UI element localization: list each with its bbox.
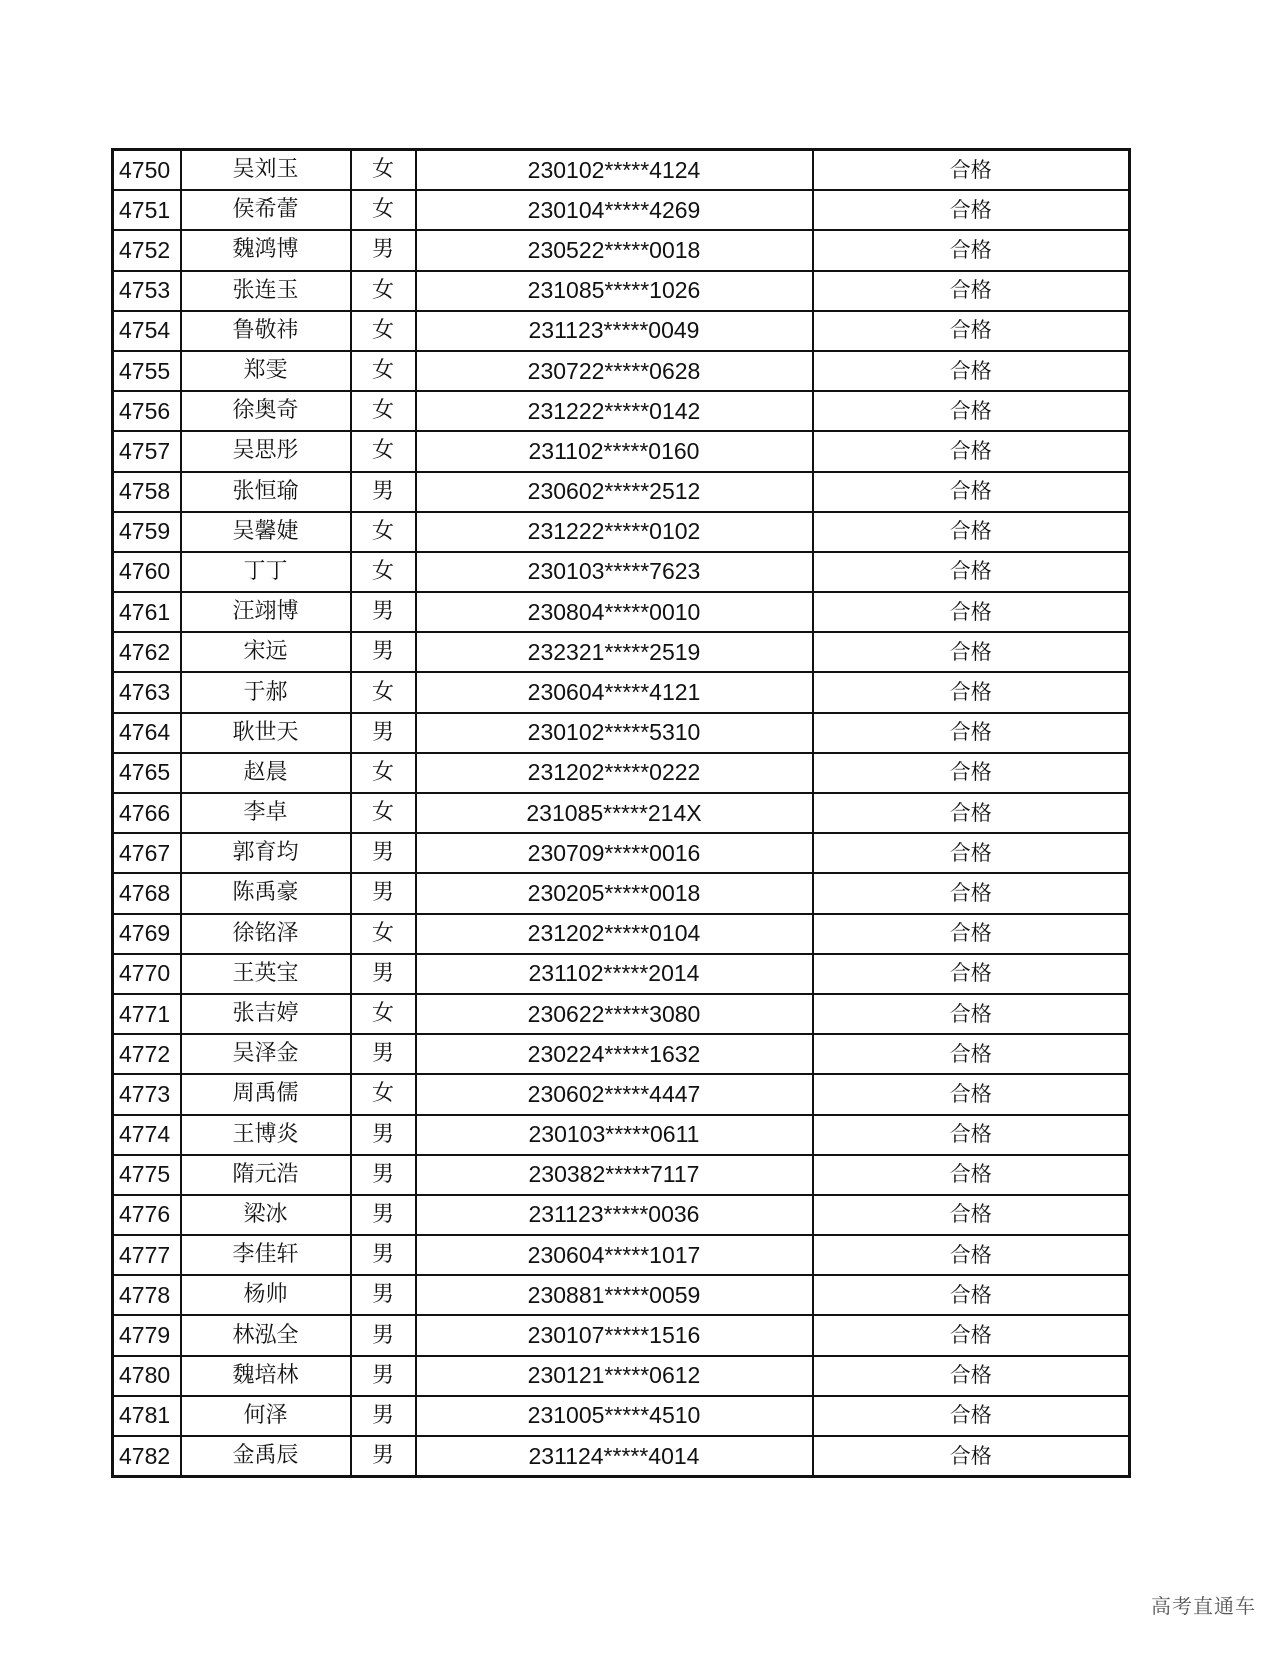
- name-cell: 张吉婷: [181, 994, 351, 1034]
- gender-cell: 女: [351, 271, 416, 311]
- name-cell: 隋元浩: [181, 1155, 351, 1195]
- name-cell: 赵晨: [181, 753, 351, 793]
- gender-cell: 女: [351, 351, 416, 391]
- gender-cell: 女: [351, 994, 416, 1034]
- name-cell: 丁丁: [181, 552, 351, 592]
- table-row: [113, 512, 1130, 552]
- gender-cell: 男: [351, 954, 416, 994]
- name-cell: 吴刘玉: [181, 150, 351, 191]
- result-cell: 合格: [813, 1074, 1130, 1114]
- serial-number-cell: 4752: [113, 230, 181, 270]
- id-number-cell: 230722*****0628: [416, 351, 813, 391]
- name-cell: 林泓全: [181, 1315, 351, 1355]
- table-row: [113, 994, 1130, 1034]
- table-row: [113, 150, 1130, 191]
- id-number-cell: 230103*****7623: [416, 552, 813, 592]
- serial-number-cell: 4770: [113, 954, 181, 994]
- gender-cell: 男: [351, 833, 416, 873]
- name-cell: 王博炎: [181, 1115, 351, 1155]
- result-cell: 合格: [813, 230, 1130, 270]
- id-number-cell: 230622*****3080: [416, 994, 813, 1034]
- name-cell: 吴馨婕: [181, 512, 351, 552]
- gender-cell: 女: [351, 311, 416, 351]
- serial-number-cell: 4764: [113, 713, 181, 753]
- id-number-cell: 230709*****0016: [416, 833, 813, 873]
- id-number-cell: 231202*****0222: [416, 753, 813, 793]
- result-cell: 合格: [813, 351, 1130, 391]
- gender-cell: 男: [351, 230, 416, 270]
- table-row: [113, 1155, 1130, 1195]
- name-cell: 郭育均: [181, 833, 351, 873]
- gender-cell: 女: [351, 914, 416, 954]
- id-number-cell: 230107*****1516: [416, 1315, 813, 1355]
- table-row: [113, 1315, 1130, 1355]
- result-cell: 合格: [813, 512, 1130, 552]
- table-row: [113, 311, 1130, 351]
- serial-number-cell: 4761: [113, 592, 181, 632]
- serial-number-cell: 4775: [113, 1155, 181, 1195]
- serial-number-cell: 4777: [113, 1235, 181, 1275]
- name-cell: 宋远: [181, 632, 351, 672]
- roster-table: [111, 148, 1131, 1478]
- serial-number-cell: 4776: [113, 1195, 181, 1235]
- gender-cell: 男: [351, 1436, 416, 1477]
- gender-cell: 女: [351, 793, 416, 833]
- result-cell: 合格: [813, 672, 1130, 712]
- table-row: [113, 271, 1130, 311]
- gender-cell: 女: [351, 672, 416, 712]
- id-number-cell: 230602*****2512: [416, 472, 813, 512]
- gender-cell: 男: [351, 1115, 416, 1155]
- id-number-cell: 231123*****0049: [416, 311, 813, 351]
- result-cell: 合格: [813, 1275, 1130, 1315]
- result-cell: 合格: [813, 271, 1130, 311]
- result-cell: 合格: [813, 311, 1130, 351]
- result-cell: 合格: [813, 713, 1130, 753]
- result-cell: 合格: [813, 793, 1130, 833]
- table-row: [113, 431, 1130, 471]
- id-number-cell: 231085*****1026: [416, 271, 813, 311]
- name-cell: 吴泽金: [181, 1034, 351, 1074]
- id-number-cell: 232321*****2519: [416, 632, 813, 672]
- name-cell: 郑雯: [181, 351, 351, 391]
- gender-cell: 女: [351, 431, 416, 471]
- result-cell: 合格: [813, 431, 1130, 471]
- result-cell: 合格: [813, 592, 1130, 632]
- gender-cell: 女: [351, 1074, 416, 1114]
- table-row: [113, 793, 1130, 833]
- result-cell: 合格: [813, 1115, 1130, 1155]
- id-number-cell: 230102*****4124: [416, 150, 813, 191]
- serial-number-cell: 4754: [113, 311, 181, 351]
- table-row: [113, 351, 1130, 391]
- table-row: [113, 954, 1130, 994]
- result-cell: 合格: [813, 190, 1130, 230]
- serial-number-cell: 4750: [113, 150, 181, 191]
- id-number-cell: 231222*****0102: [416, 512, 813, 552]
- serial-number-cell: 4760: [113, 552, 181, 592]
- gender-cell: 男: [351, 1034, 416, 1074]
- id-number-cell: 230881*****0059: [416, 1275, 813, 1315]
- gender-cell: 男: [351, 1315, 416, 1355]
- result-cell: 合格: [813, 1356, 1130, 1396]
- result-cell: 合格: [813, 632, 1130, 672]
- id-number-cell: 231222*****0142: [416, 391, 813, 431]
- table-row: [113, 472, 1130, 512]
- id-number-cell: 231085*****214X: [416, 793, 813, 833]
- gender-cell: 男: [351, 873, 416, 913]
- gender-cell: 女: [351, 552, 416, 592]
- result-cell: 合格: [813, 914, 1130, 954]
- result-cell: 合格: [813, 873, 1130, 913]
- id-number-cell: 230103*****0611: [416, 1115, 813, 1155]
- gender-cell: 男: [351, 1275, 416, 1315]
- serial-number-cell: 4759: [113, 512, 181, 552]
- id-number-cell: 230121*****0612: [416, 1356, 813, 1396]
- table-row: [113, 632, 1130, 672]
- serial-number-cell: 4781: [113, 1396, 181, 1436]
- name-cell: 鲁敬祎: [181, 311, 351, 351]
- serial-number-cell: 4756: [113, 391, 181, 431]
- result-cell: 合格: [813, 150, 1130, 191]
- id-number-cell: 230602*****4447: [416, 1074, 813, 1114]
- serial-number-cell: 4751: [113, 190, 181, 230]
- table-row: [113, 391, 1130, 431]
- serial-number-cell: 4772: [113, 1034, 181, 1074]
- table-row: [113, 190, 1130, 230]
- name-cell: 耿世天: [181, 713, 351, 753]
- table-row: [113, 1436, 1130, 1477]
- name-cell: 王英宝: [181, 954, 351, 994]
- result-cell: 合格: [813, 753, 1130, 793]
- result-cell: 合格: [813, 1195, 1130, 1235]
- result-cell: 合格: [813, 472, 1130, 512]
- result-cell: 合格: [813, 833, 1130, 873]
- id-number-cell: 230205*****0018: [416, 873, 813, 913]
- gender-cell: 男: [351, 1235, 416, 1275]
- gender-cell: 女: [351, 753, 416, 793]
- serial-number-cell: 4780: [113, 1356, 181, 1396]
- name-cell: 李佳轩: [181, 1235, 351, 1275]
- result-cell: 合格: [813, 954, 1130, 994]
- name-cell: 魏鸿博: [181, 230, 351, 270]
- gender-cell: 男: [351, 472, 416, 512]
- result-cell: 合格: [813, 1396, 1130, 1436]
- id-number-cell: 231005*****4510: [416, 1396, 813, 1436]
- name-cell: 侯希蕾: [181, 190, 351, 230]
- serial-number-cell: 4779: [113, 1315, 181, 1355]
- result-cell: 合格: [813, 1315, 1130, 1355]
- result-cell: 合格: [813, 391, 1130, 431]
- result-cell: 合格: [813, 1155, 1130, 1195]
- serial-number-cell: 4763: [113, 672, 181, 712]
- serial-number-cell: 4766: [113, 793, 181, 833]
- gender-cell: 男: [351, 632, 416, 672]
- id-number-cell: 230104*****4269: [416, 190, 813, 230]
- id-number-cell: 230224*****1632: [416, 1034, 813, 1074]
- serial-number-cell: 4762: [113, 632, 181, 672]
- name-cell: 陈禹豪: [181, 873, 351, 913]
- result-cell: 合格: [813, 1235, 1130, 1275]
- serial-number-cell: 4753: [113, 271, 181, 311]
- name-cell: 张连玉: [181, 271, 351, 311]
- serial-number-cell: 4774: [113, 1115, 181, 1155]
- serial-number-cell: 4773: [113, 1074, 181, 1114]
- table-row: [113, 833, 1130, 873]
- gender-cell: 男: [351, 1195, 416, 1235]
- name-cell: 张恒瑜: [181, 472, 351, 512]
- result-cell: 合格: [813, 994, 1130, 1034]
- table-row: [113, 592, 1130, 632]
- serial-number-cell: 4771: [113, 994, 181, 1034]
- gender-cell: 男: [351, 1356, 416, 1396]
- gender-cell: 男: [351, 713, 416, 753]
- name-cell: 汪翊博: [181, 592, 351, 632]
- serial-number-cell: 4769: [113, 914, 181, 954]
- name-cell: 于郝: [181, 672, 351, 712]
- gender-cell: 女: [351, 150, 416, 191]
- gender-cell: 男: [351, 1155, 416, 1195]
- result-cell: 合格: [813, 552, 1130, 592]
- table-row: [113, 1074, 1130, 1114]
- id-number-cell: 231123*****0036: [416, 1195, 813, 1235]
- id-number-cell: 230102*****5310: [416, 713, 813, 753]
- gender-cell: 男: [351, 592, 416, 632]
- gender-cell: 男: [351, 1396, 416, 1436]
- table-row: [113, 753, 1130, 793]
- name-cell: 魏培林: [181, 1356, 351, 1396]
- serial-number-cell: 4767: [113, 833, 181, 873]
- name-cell: 何泽: [181, 1396, 351, 1436]
- serial-number-cell: 4768: [113, 873, 181, 913]
- id-number-cell: 231124*****4014: [416, 1436, 813, 1477]
- name-cell: 杨帅: [181, 1275, 351, 1315]
- serial-number-cell: 4757: [113, 431, 181, 471]
- serial-number-cell: 4782: [113, 1436, 181, 1477]
- gender-cell: 女: [351, 190, 416, 230]
- table-row: [113, 552, 1130, 592]
- id-number-cell: 230604*****4121: [416, 672, 813, 712]
- name-cell: 徐奥奇: [181, 391, 351, 431]
- id-number-cell: 230382*****7117: [416, 1155, 813, 1195]
- name-cell: 金禹辰: [181, 1436, 351, 1477]
- table-row: [113, 230, 1130, 270]
- id-number-cell: 230804*****0010: [416, 592, 813, 632]
- gender-cell: 女: [351, 391, 416, 431]
- table-row: [113, 873, 1130, 913]
- serial-number-cell: 4778: [113, 1275, 181, 1315]
- table-row: [113, 1356, 1130, 1396]
- name-cell: 周禹儒: [181, 1074, 351, 1114]
- serial-number-cell: 4758: [113, 472, 181, 512]
- table-row: [113, 1115, 1130, 1155]
- name-cell: 李卓: [181, 793, 351, 833]
- result-cell: 合格: [813, 1034, 1130, 1074]
- gender-cell: 女: [351, 512, 416, 552]
- table-row: [113, 1195, 1130, 1235]
- table-row: [113, 713, 1130, 753]
- table-row: [113, 1034, 1130, 1074]
- table-row: [113, 914, 1130, 954]
- table-row: [113, 672, 1130, 712]
- id-number-cell: 231202*****0104: [416, 914, 813, 954]
- id-number-cell: 230522*****0018: [416, 230, 813, 270]
- serial-number-cell: 4765: [113, 753, 181, 793]
- name-cell: 吴思彤: [181, 431, 351, 471]
- roster-table-body: [113, 150, 1130, 1477]
- table-row: [113, 1396, 1130, 1436]
- result-cell: 合格: [813, 1436, 1130, 1477]
- table-row: [113, 1235, 1130, 1275]
- id-number-cell: 231102*****2014: [416, 954, 813, 994]
- watermark-text: 高考直通车: [1151, 1594, 1256, 1618]
- name-cell: 徐铭泽: [181, 914, 351, 954]
- id-number-cell: 230604*****1017: [416, 1235, 813, 1275]
- table-row: [113, 1275, 1130, 1315]
- serial-number-cell: 4755: [113, 351, 181, 391]
- id-number-cell: 231102*****0160: [416, 431, 813, 471]
- name-cell: 梁冰: [181, 1195, 351, 1235]
